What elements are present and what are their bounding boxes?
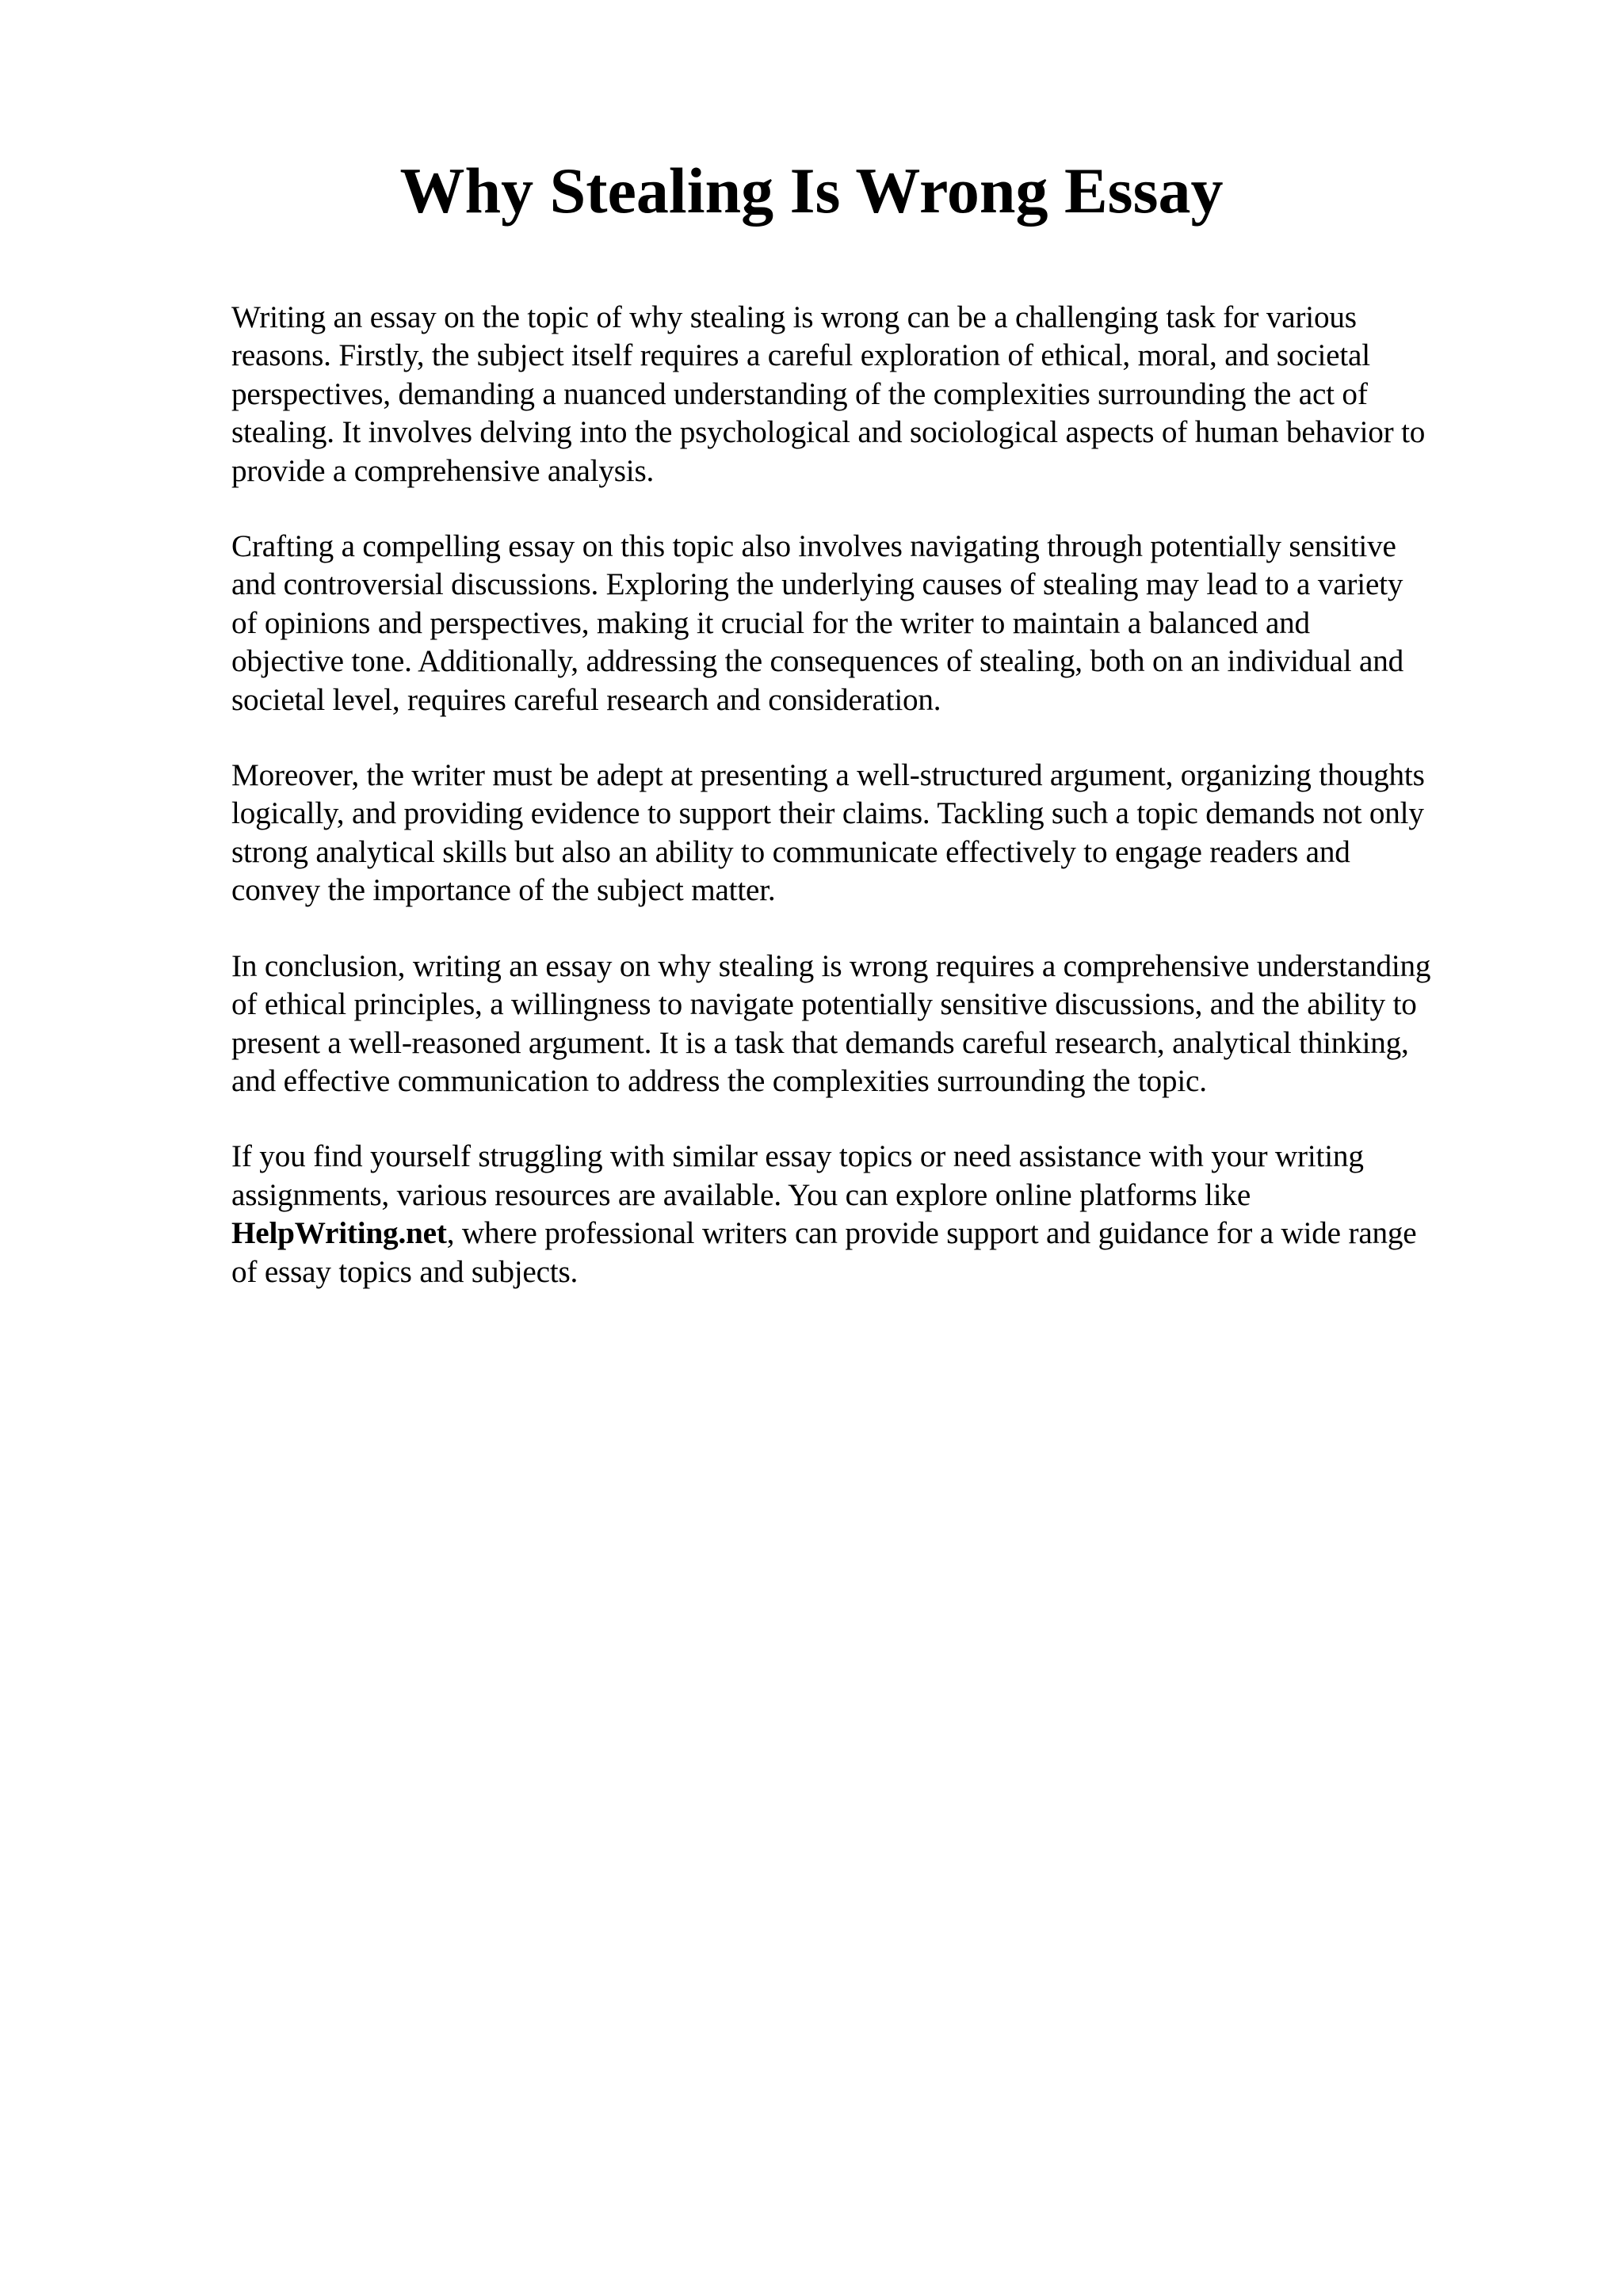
- text-line: stealing. It involves delving into the psychological and sociological aspects of human behavior to: [231, 415, 1426, 450]
- text-line: of essay topics and subjects.: [231, 1254, 579, 1289]
- text-line: perspectives, demanding a nuanced understanding of the complexities surrounding the act of: [231, 376, 1368, 411]
- paragraph-4: [231, 948, 1547, 1101]
- paragraph-1: [231, 299, 1547, 490]
- text-line: of ethical principles, a willingness to navigate potentially sensitive discussions, and the ability to: [231, 987, 1417, 1022]
- text-line: convey the importance of the subject matter.: [231, 873, 776, 908]
- text-line-with-brand: [231, 1215, 1547, 1253]
- text-line: If you find yourself struggling with similar essay topics or need assistance with your writing: [231, 1139, 1364, 1174]
- essay-body: [231, 299, 1547, 1329]
- text-line: reasons. Firstly, the subject itself requires a careful exploration of ethical, moral, and societal: [231, 338, 1370, 373]
- paragraph-3: [231, 757, 1547, 910]
- helpwriting-brand: HelpWriting.net: [231, 1216, 447, 1251]
- text-line: Crafting a compelling essay on this topic also involves navigating through potentially sensitive: [231, 529, 1396, 564]
- text-line: assignments, various resources are available. You can explore online platforms like: [231, 1177, 1251, 1212]
- paragraph-2: [231, 528, 1547, 719]
- text-line: of opinions and perspectives, making it crucial for the writer to maintain a balanced and: [231, 605, 1310, 640]
- text-line: present a well-reasoned argument. It is a task that demands careful research, analytical thinking,: [231, 1025, 1409, 1060]
- text-line: objective tone. Additionally, addressing the consequences of stealing, both on an individual and: [231, 644, 1404, 679]
- text-line: In conclusion, writing an essay on why stealing is wrong requires a comprehensive understanding: [231, 948, 1431, 983]
- paragraph-5: [231, 1138, 1547, 1291]
- text-line: Writing an essay on the topic of why stealing is wrong can be a challenging task for various: [231, 300, 1357, 334]
- text-line: and effective communication to address the complexities surrounding the topic.: [231, 1063, 1207, 1098]
- text-line: strong analytical skills but also an ability to communicate effectively to engage readers and: [231, 834, 1350, 869]
- text-line: Moreover, the writer must be adept at presenting a well-structured argument, organizing thoughts: [231, 758, 1425, 793]
- text-line: logically, and providing evidence to support their claims. Tackling such a topic demands not only: [231, 796, 1424, 831]
- text-line: societal level, requires careful research and consideration.: [231, 682, 941, 717]
- text-fragment: , where professional writers can provide support and guidance for a wide range: [446, 1216, 1417, 1251]
- page-title: Why Stealing Is Wrong Essay: [399, 154, 1224, 227]
- text-line: provide a comprehensive analysis.: [231, 453, 655, 488]
- text-line: and controversial discussions. Exploring the underlying causes of stealing may lead to a variety: [231, 567, 1403, 602]
